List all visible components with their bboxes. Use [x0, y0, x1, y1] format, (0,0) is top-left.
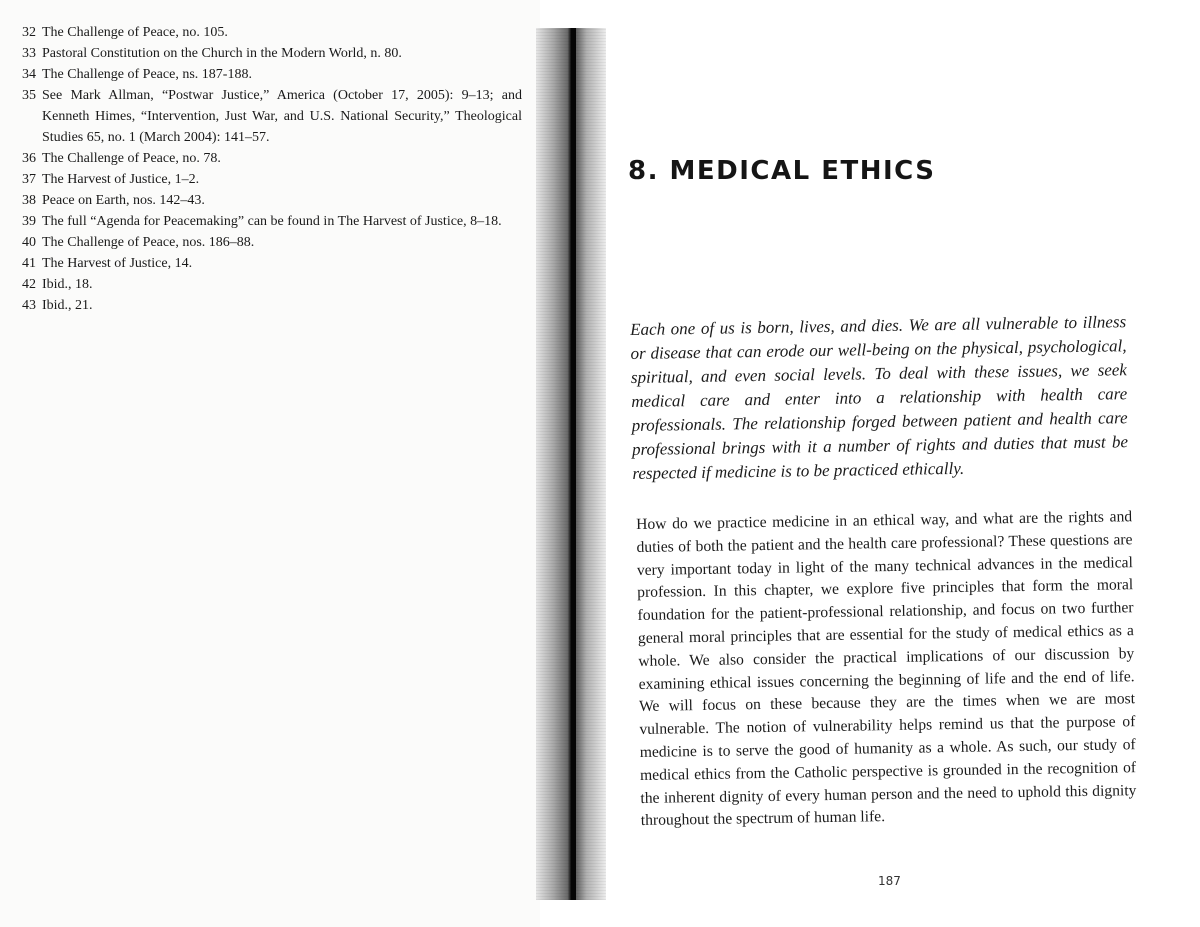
endnote-text: Pastoral Constitution on the Church in the Modern World, n. 80.	[42, 46, 402, 61]
endnote-number: 38	[22, 193, 36, 208]
endnote-text: The Harvest of Justice, 14.	[42, 256, 193, 271]
endnote	[22, 211, 522, 232]
endnote-text: Ibid., 21.	[42, 298, 93, 313]
endnote-number: 37	[22, 172, 36, 187]
endnote	[22, 274, 522, 295]
endnote-text: The Challenge of Peace, ns. 187-188.	[42, 67, 252, 82]
body-paragraph: How do we practice medicine in an ethical way, and what are the rights and duties of both the patient and the health care professional? These questions are very important today in light of the many technical advances in the medical profession. In this chapter, we explore five principles that form the moral foundation for the patient-professional relationship, and focus on two further general moral principles that are essential for the study of medical ethics as a whole. We also consider the practical implications of our discussion by examining ethical issues concerning the beginning of life and the end of life. We will focus on these because they are the times when we are most vulnerable. The notion of vulnerability helps remind us that the purpose of medicine is to serve the good of humanity as a whole. As such, our study of medical ethics from the Catholic perspective is grounded in the recognition of the inherent dignity of every human person and the need to uphold this dignity throughout the spectrum of human life.	[636, 508, 1137, 830]
endnote-number: 43	[22, 298, 36, 313]
endnote-number: 39	[22, 214, 36, 229]
endnote-number: 33	[22, 46, 36, 61]
endnote	[22, 85, 522, 148]
endnote-text: Ibid., 18.	[42, 277, 93, 292]
intro-paragraph: Each one of us is born, lives, and dies. We are all vulnerable to illness or disease that can erode our well-being on the physical, psychological, spiritual, and even social levels. To deal with these issues, we seek medical care and enter into a relationship with health care professionals. The relationship forged between patient and health care professional brings with it a number of rights and duties that must be respected if medicine is to be practiced ethically.	[630, 312, 1129, 483]
endnote-number: 42	[22, 277, 36, 292]
endnote	[22, 43, 522, 64]
endnote	[22, 148, 522, 169]
endnote-text: Peace on Earth, nos. 142–43.	[42, 193, 205, 208]
endnote-number: 41	[22, 256, 36, 271]
endnote-number: 34	[22, 67, 36, 82]
endnote	[22, 190, 522, 211]
book-spine-line	[571, 28, 576, 900]
endnote-number: 36	[22, 151, 36, 166]
endnote-text: The Challenge of Peace, nos. 186–88.	[42, 235, 255, 250]
chapter-title: 8. MEDICAL ETHICS	[628, 156, 936, 186]
endnote	[22, 232, 522, 253]
page-number: 187	[878, 874, 901, 888]
endnote-text: The full “Agenda for Peacemaking” can be found in The Harvest of Justice, 8–18.	[42, 214, 502, 229]
endnote-number: 32	[22, 25, 36, 40]
endnote	[22, 22, 522, 43]
endnote	[22, 295, 522, 316]
right-page	[606, 0, 1200, 927]
endnote-text: The Harvest of Justice, 1–2.	[42, 172, 200, 187]
endnote-number: 40	[22, 235, 36, 250]
endnote	[22, 253, 522, 274]
endnote-text: The Challenge of Peace, no. 105.	[42, 25, 228, 40]
endnote	[22, 169, 522, 190]
endnote-number: 35	[22, 88, 36, 103]
endnote-text: See Mark Allman, “Postwar Justice,” America (October 17, 2005): 9–13; and Kenneth Himes, “Intervention, Just War, and U.S. National Security,” Theological Studies 65, no. 1 (March 2004): 141–57.	[42, 88, 522, 145]
endnote-text: The Challenge of Peace, no. 78.	[42, 151, 221, 166]
endnote	[22, 64, 522, 85]
endnotes-list	[22, 22, 522, 316]
left-page	[0, 0, 540, 927]
